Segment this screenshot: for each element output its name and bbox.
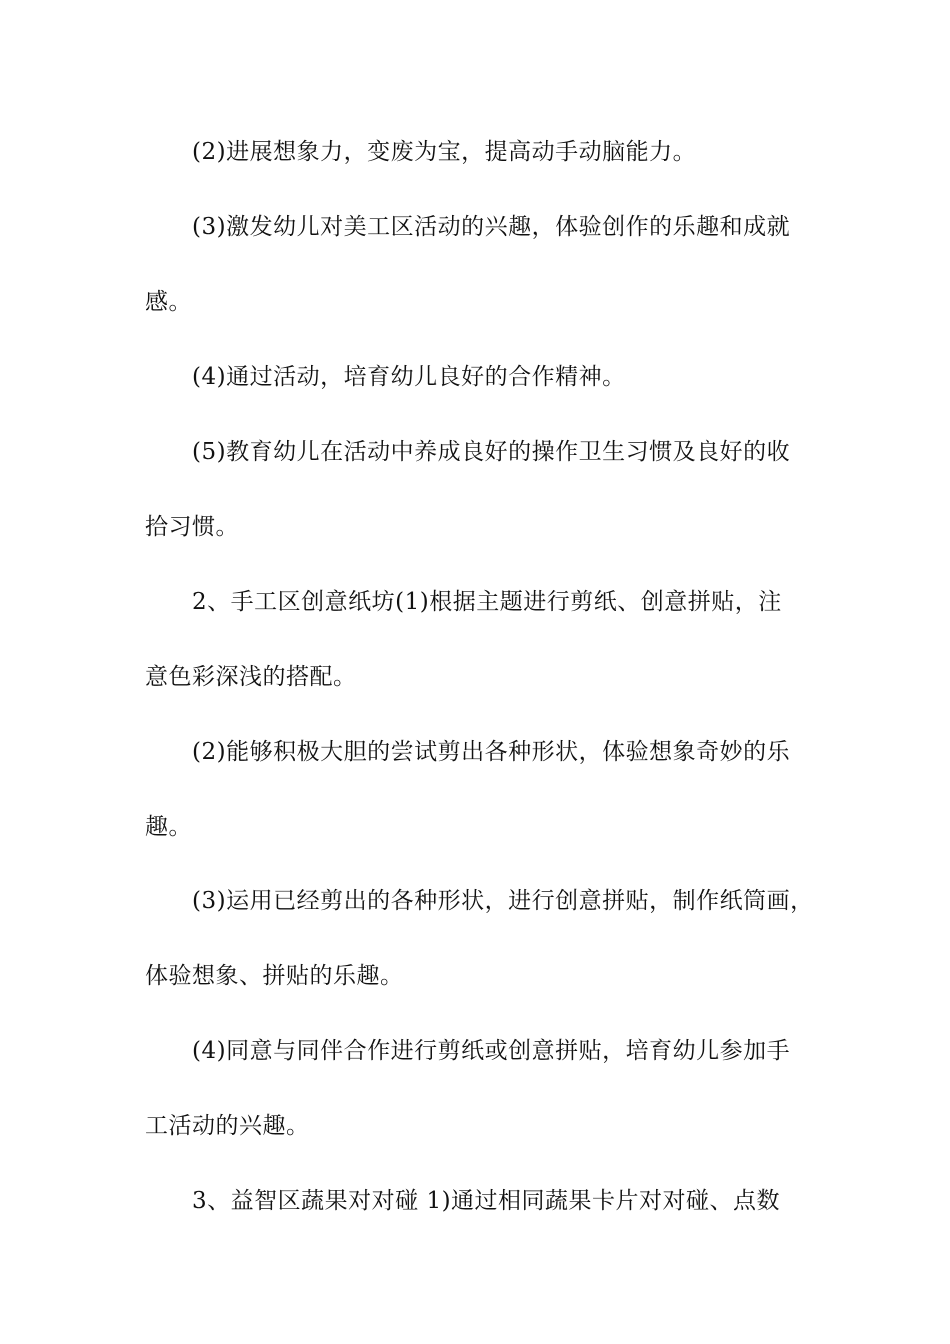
paragraph-line: (5)教育幼儿在活动中养成良好的操作卫生习惯及良好的收: [192, 439, 791, 465]
paragraph-line: 3、益智区蔬果对对碰 1)通过相同蔬果卡片对对碰、点数: [192, 1188, 781, 1214]
paragraph-line: (2)能够积极大胆的尝试剪出各种形状，体验想象奇妙的乐: [192, 739, 791, 765]
paragraph-line: 意色彩深浅的搭配。: [145, 664, 357, 690]
paragraph-line: 拾习惯。: [145, 514, 239, 540]
paragraph-line: 体验想象、拼贴的乐趣。: [145, 963, 404, 989]
paragraph-line: (4)同意与同伴合作进行剪纸或创意拼贴，培育幼儿参加手: [192, 1038, 791, 1064]
paragraph-line: 工活动的兴趣。: [145, 1113, 310, 1139]
paragraph-line: (3)激发幼儿对美工区活动的兴趣，体验创作的乐趣和成就: [192, 214, 791, 240]
paragraph-line: (3)运用已经剪出的各种形状，进行创意拼贴，制作纸筒画，: [192, 888, 814, 914]
paragraph-line: (2)进展想象力，变废为宝，提高动手动脑能力。: [192, 139, 697, 165]
paragraph-line: 2、手工区创意纸坊(1)根据主题进行剪纸、创意拼贴，注: [192, 589, 782, 615]
paragraph-line: 趣。: [145, 814, 192, 840]
paragraph-line: (4)通过活动，培育幼儿良好的合作精神。: [192, 364, 626, 390]
paragraph-line: 感。: [145, 289, 192, 315]
